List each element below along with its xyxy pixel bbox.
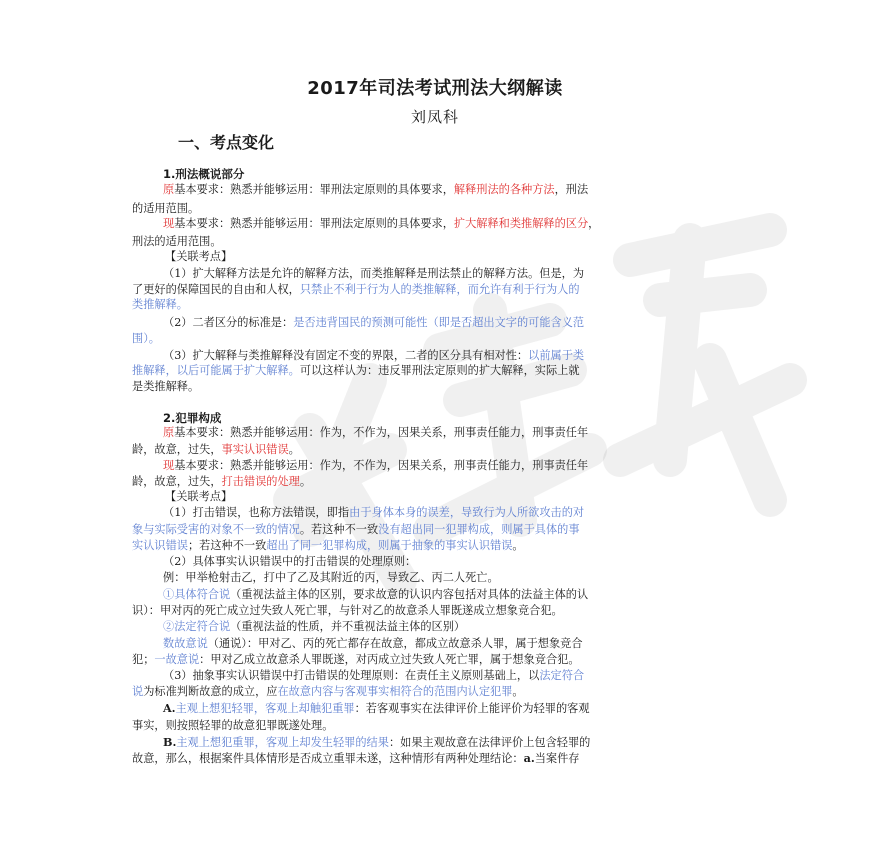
part2-case-a-line1: A.主观上想犯轻罪，客观上却触犯重罪：若客观事实在法律评价上能评价为轻罪的客观 [163, 701, 590, 715]
part2-statutory-theory-line: ②法定符合说（重视法益的性质，并不重视法益主体的区别） [163, 620, 466, 633]
part2-example-line: 例：甲举枪射击乙，打中了乙及其附近的丙，导致乙、丙二人死亡。 [163, 571, 499, 584]
part2-point1-line1: （1）打击错误，也称方法错误，即指由于身体本身的误差，导致行为人所欲攻击的对 [163, 506, 585, 519]
part1-point1-line3: 类推解释。 [132, 298, 188, 311]
document-author: 刘凤科 [410, 108, 459, 126]
part2-heading: 2.犯罪构成 [163, 411, 222, 425]
part2-point1-line3: 实认识错误；若这种不一致超出了同一犯罪构成，则属于抽象的事实认识错误。 [132, 539, 524, 552]
part1-original-line: 原基本要求：熟悉并能够运用：罪刑法定原则的具体要求，解释刑法的各种方法，刑法 [163, 183, 589, 196]
part2-multiple-intent-line: 数故意说（通说）：甲对乙、丙的死亡都存在故意，都成立故意杀人罪，属于想象竞合 [163, 637, 583, 650]
section-heading: 一、考点变化 [178, 133, 275, 152]
document-title: 2017年司法考试刑法大纲解读 [307, 78, 563, 99]
part2-point1-line2: 象与实际受害的对象不一致的情况。若这种不一致没有超出同一犯罪构成，则属于具体的事 [132, 523, 580, 536]
part2-case-b-line2: 故意，那么，根据案件具体情形是否成立重罪未遂，这种情形有两种处理结论：a.当案件存 [132, 751, 580, 765]
part1-current-line2: 刑法的适用范围。 [132, 235, 222, 248]
part2-original-line: 原基本要求：熟悉并能够运用：作为，不作为，因果关系，刑事责任能力，刑事责任年 [163, 426, 589, 439]
part2-original-line2: 龄，故意，过失，事实认识错误。 [132, 443, 300, 456]
part1-point1-line2: 了更好的保障国民的自由和人权，只禁止不利于行为人的类推解释，而允许有利于行为人的 [132, 283, 580, 296]
part1-current-line: 现基本要求：熟悉并能够运用：罪刑法定原则的具体要求，扩大解释和类推解释的区分， [163, 217, 600, 230]
part2-point2-line: （2）具体事实认识错误中的打击错误的处理原则： [163, 555, 417, 568]
part2-case-b-line1: B.主观上想犯重罪，客观上却发生轻罪的结果：如果主观故意在法律评价上包含轻罪的 [163, 735, 591, 749]
part2-case-a-line2: 事实，则按照轻罪的故意犯罪既遂处理。 [132, 719, 334, 732]
part1-point2-line2: 围）。 [132, 332, 160, 345]
part1-point1-line1: （1）扩大解释方法是允许的解释方法，而类推解释是刑法禁止的解释方法。但是，为 [163, 267, 585, 280]
part1-original-line2: 的适用范围。 [132, 202, 200, 215]
part2-related-label: 【关联考点】 [165, 490, 233, 503]
part2-current-line2: 龄，故意，过失，打击错误的处理。 [132, 475, 312, 488]
part1-related-label: 【关联考点】 [165, 250, 233, 263]
part2-point3-line2: 说为标准判断故意的成立，应在故意内容与客观事实相符合的范围内认定犯罪。 [132, 685, 524, 698]
part1-heading: 1.刑法概说部分 [163, 167, 245, 181]
part2-single-intent-line: 犯；一故意说：甲对乙成立故意杀人罪既遂，对丙成立过失致人死亡罪，属于想象竞合犯。 [132, 653, 580, 666]
part1-point2-line1: （2）二者区分的标准是：是否违背国民的预测可能性（即是否超出文字的可能含义范 [163, 316, 585, 329]
part1-point3-line2: 推解释，以后可能属于扩大解释。可以这样认为：违反罪刑法定原则的扩大解释，实际上就 [132, 364, 580, 377]
part2-current-line: 现基本要求：熟悉并能够运用：作为，不作为，因果关系，刑事责任能力，刑事责任年 [163, 459, 589, 472]
part1-point3-line3: 是类推解释。 [132, 380, 200, 393]
part2-point3-line1: （3）抽象事实认识错误中打击错误的处理原则：在责任主义原则基础上，以法定符合 [163, 669, 585, 682]
part2-concrete-theory-line1: ①具体符合说（重视法益主体的区别，要求故意的认识内容包括对具体的法益主体的认 [163, 588, 589, 601]
part1-point3-line1: （3）扩大解释与类推解释没有固定不变的界限，二者的区分具有相对性：以前属于类 [163, 349, 585, 362]
part2-concrete-theory-line2: 识）：甲对丙的死亡成立过失致人死亡罪，与针对乙的故意杀人罪既遂成立想象竞合犯。 [132, 604, 563, 617]
